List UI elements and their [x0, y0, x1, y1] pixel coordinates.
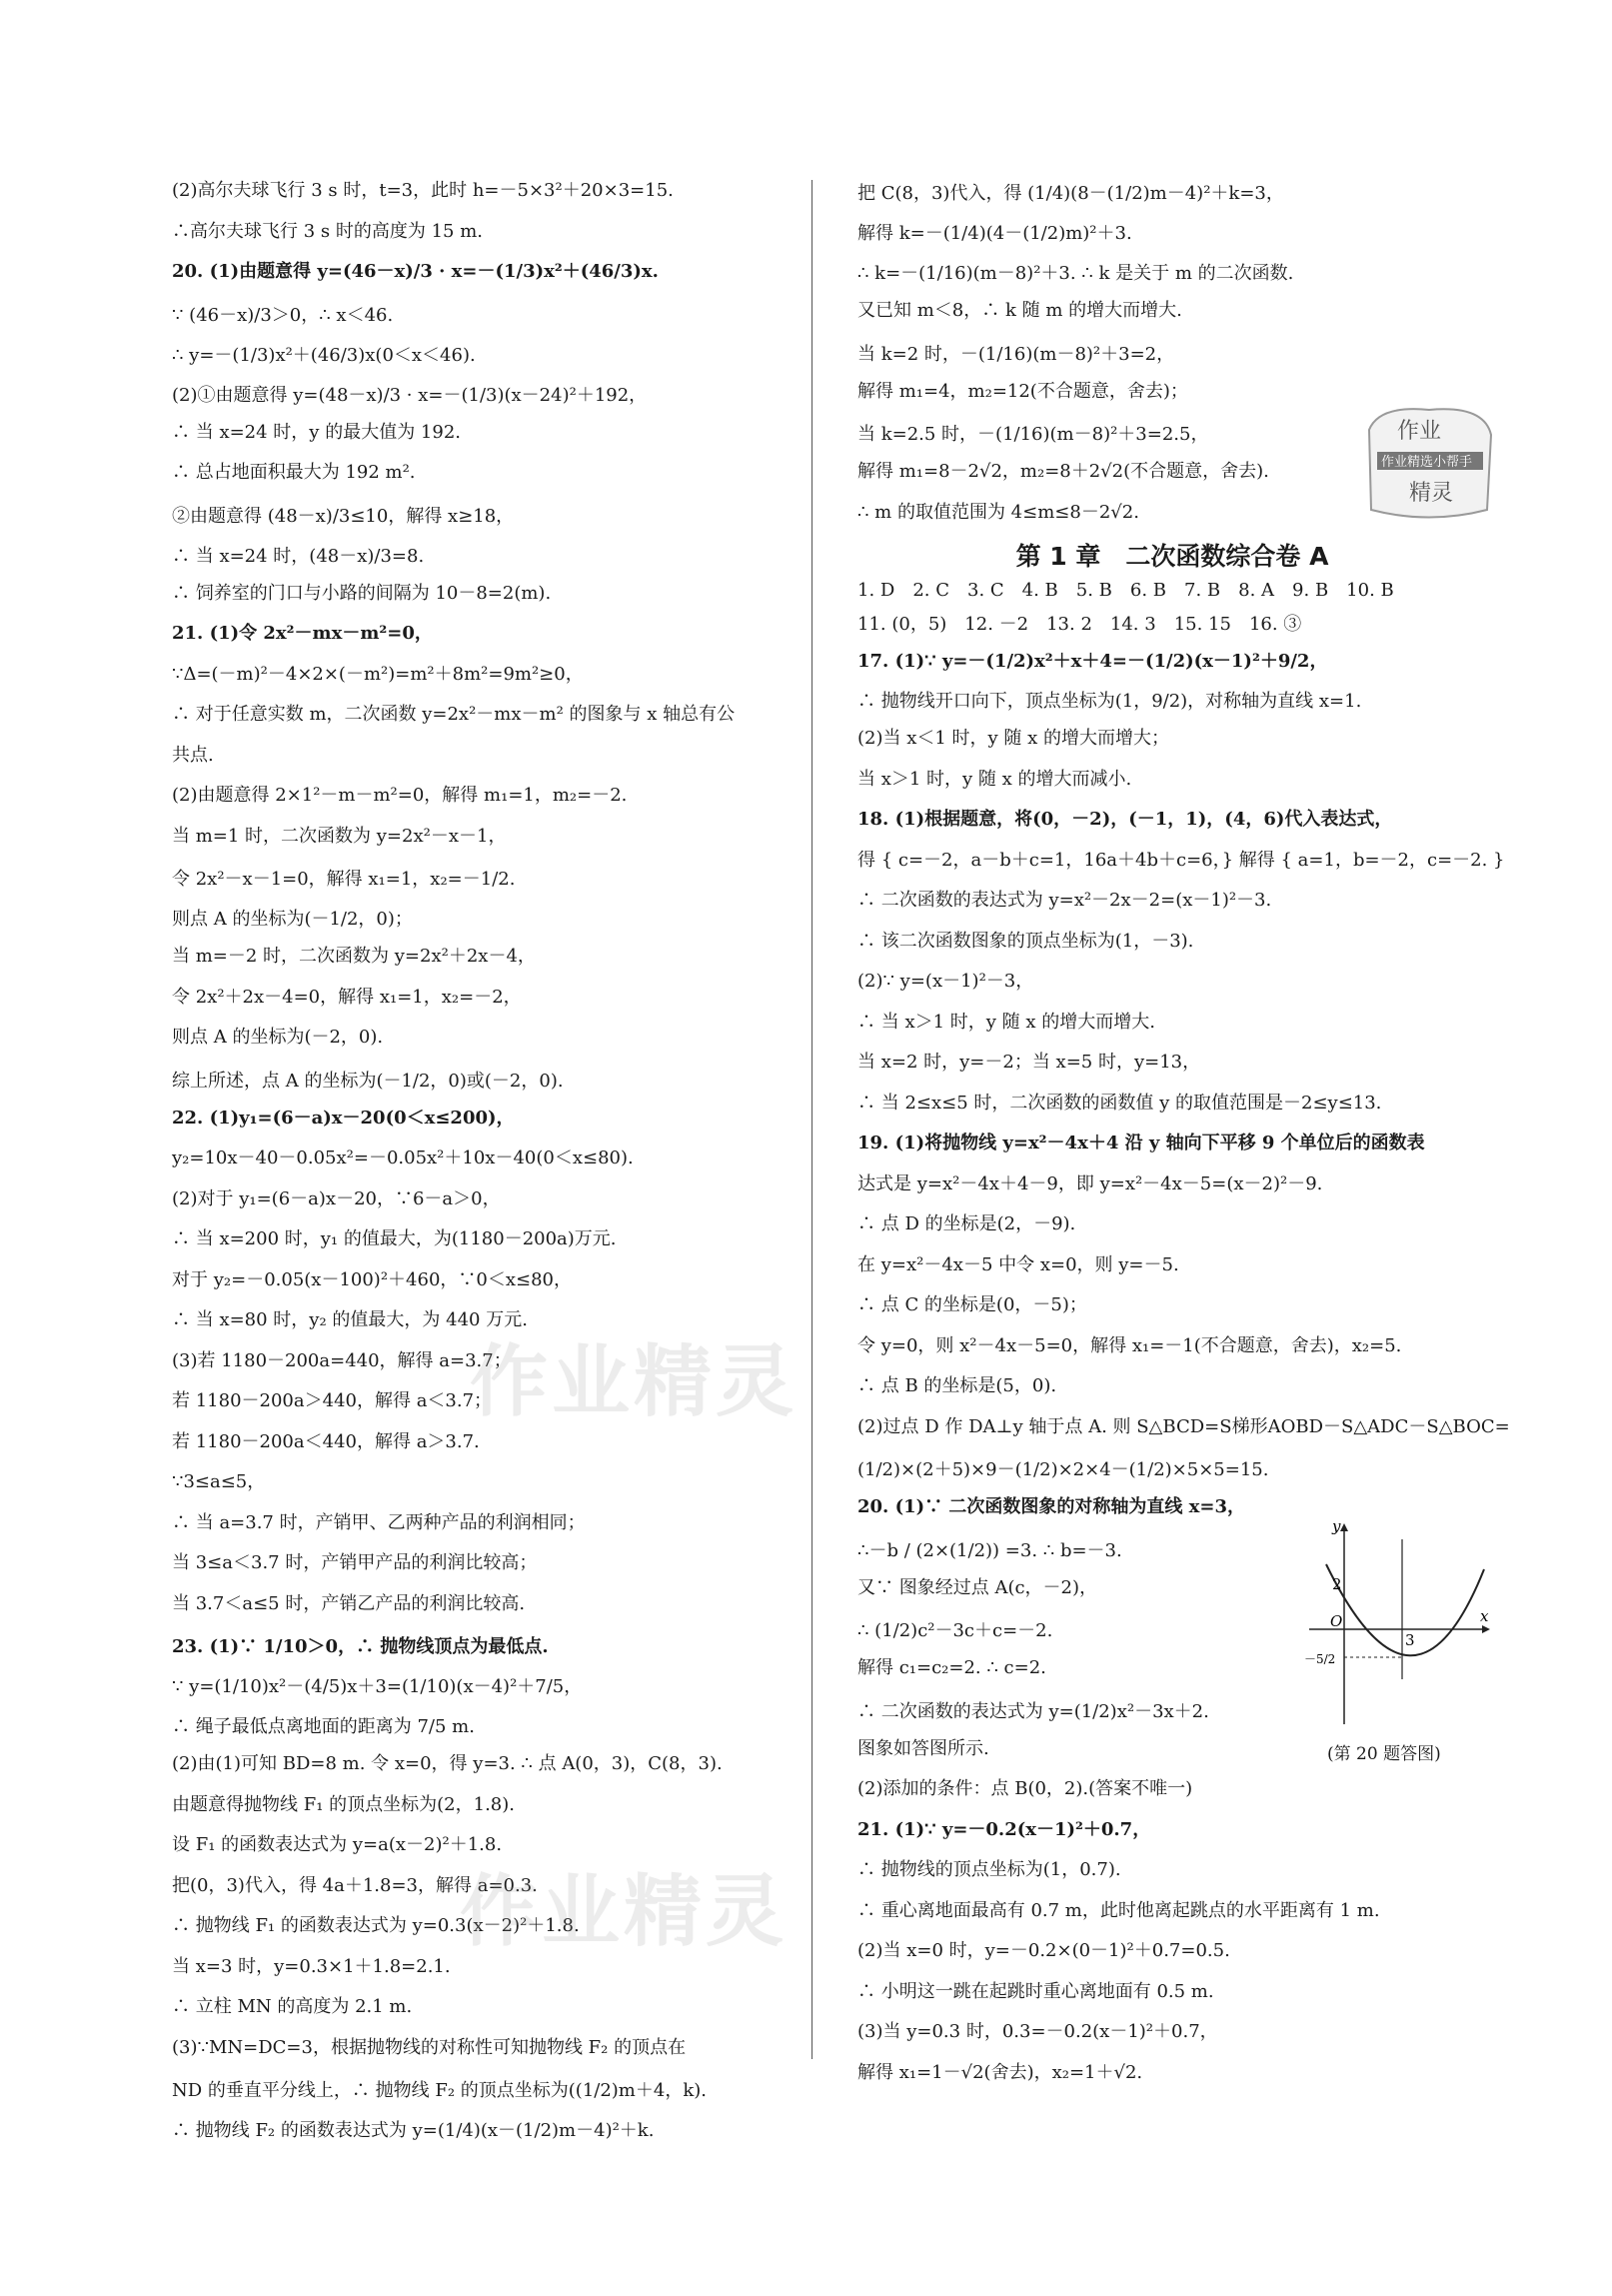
solution-line: 共点.	[172, 744, 214, 766]
solution-line: ∴ 饲养室的门口与小路的间隔为 10－8=2(m).	[172, 582, 552, 604]
solution-line: ∴ 小明这一跳在起跳时重心离地面有 0.5 m.	[857, 1980, 1214, 2002]
solution-line: ②由题意得 (48－x)/3≤10，解得 x≥18，	[172, 505, 515, 527]
solution-line: 令 2x²－x－1=0，解得 x₁=1，x₂=－1/2.	[172, 869, 516, 890]
solution-line: (3)当 y=0.3 时，0.3=－0.2(x－1)²＋0.7，	[857, 2021, 1218, 2042]
graph-tick-2: 2	[1332, 1575, 1342, 1593]
solution-line: ∴ 对于任意实数 m，二次函数 y=2x²－mx－m² 的图象与 x 轴总有公	[172, 704, 736, 725]
solution-line: 解得 c₁=c₂=2. ∴ c=2.	[857, 1657, 1046, 1678]
left-column	[172, 180, 802, 2157]
solution-line: 令 y=0，则 x²－4x－5=0，解得 x₁=－1(不合题意，舍去)，x₂=5.	[857, 1334, 1402, 1356]
solution-line: ∴ 抛物线 F₁ 的函数表达式为 y=0.3(x－2)²＋1.8.	[172, 1915, 580, 1936]
solution-line: 解得 x₁=1－√2(舍去)，x₂=1＋√2.	[857, 2061, 1143, 2083]
solution-line: ∵3≤a≤5，	[172, 1471, 266, 1492]
solution-line: ∴ 当 x=80 时，y₂ 的值最大，为 440 万元.	[172, 1309, 528, 1330]
solution-line: ∴ 点 C 的坐标是(0，－5)；	[857, 1294, 1087, 1315]
solution-line: 把(0，3)代入，得 4a＋1.8=3，解得 a=0.3.	[172, 1874, 538, 1896]
solution-line: ∵ y=(1/10)x²－(4/5)x＋3=(1/10)(x－4)²＋7/5，	[172, 1676, 583, 1697]
graph-origin-label: O	[1330, 1612, 1343, 1630]
solution-line: ∴ 当 x＞1 时，y 随 x 的增大而增大.	[857, 1011, 1155, 1033]
solution-line: ∴ 该二次函数图象的顶点坐标为(1，－3).	[857, 930, 1194, 952]
solution-line: 又∵ 图象经过点 A(c，－2)，	[857, 1576, 1098, 1598]
stamp-logo	[1359, 400, 1499, 525]
solution-line: 在 y=x²－4x－5 中令 x=0，则 y=－5.	[857, 1253, 1179, 1275]
solution-line: (3)∵MN=DC=3，根据抛物线的对称性可知抛物线 F₂ 的顶点在	[172, 2036, 687, 2058]
solution-line: 当 3.7＜a≤5 时，产销乙产品的利润比较高.	[172, 1592, 526, 1614]
graph-tick-neg: －5/2	[1304, 1652, 1336, 1666]
solution-line: ∴ 抛物线 F₂ 的函数表达式为 y=(1/4)(x－(1/2)m－4)²＋k.	[172, 2120, 655, 2141]
chapter-title: 第 1 章 二次函数综合卷 A	[1015, 542, 1329, 571]
solution-line: ∴ m 的取值范围为 4≤m≤8－2√2.	[857, 501, 1139, 523]
solution-line: ∴ 抛物线开口向下，顶点坐标为(1，9/2)，对称轴为直线 x=1.	[857, 691, 1362, 712]
solution-line: (1/2)×(2＋5)×9－(1/2)×2×4－(1/2)×5×5=15.	[857, 1459, 1269, 1480]
solution-line: 若 1180－200a＜440，解得 a＞3.7.	[172, 1430, 480, 1452]
solution-line: ∴ 二次函数的表达式为 y=(1/2)x²－3x＋2.	[857, 1700, 1209, 1722]
solution-line: (3)若 1180－200a=440，解得 a=3.7；	[172, 1349, 512, 1371]
graph-caption: (第 20 题答图)	[1327, 1744, 1441, 1764]
choice-answers-row: 1. D 2. C 3. C 4. B 5. B 6. B 7. B 8. A 9. B 10. B	[857, 580, 1394, 601]
solution-line: 解得 k=－(1/4)(4－(1/2)m)²＋3.	[857, 223, 1132, 244]
watermark: 作业精灵	[470, 1337, 799, 1427]
solution-line: (2)由(1)可知 BD=8 m. 令 x=0，得 y=3. ∴ 点 A(0，3)，C(8，3).	[172, 1753, 723, 1774]
solution-line: (2)对于 y₁=(6－a)x－20，∵6－a＞0，	[172, 1187, 501, 1209]
solution-line: (2)高尔夫球飞行 3 s 时，t=3，此时 h=－5×3²＋20×3=15.	[172, 180, 674, 201]
solution-line: (2)当 x＜1 时，y 随 x 的增大而增大；	[857, 728, 1170, 749]
solution-line: (2)由题意得 2×1²－m－m²=0，解得 m₁=1，m₂=－2.	[172, 785, 628, 806]
solution-line: 21. (1)令 2x²－mx－m²=0，	[172, 623, 433, 644]
stamp-bottom-text: 精灵	[1409, 481, 1454, 506]
parabola-graph	[1304, 1519, 1494, 1734]
solution-line: 当 3≤a＜3.7 时，产销甲产品的利润比较高；	[172, 1552, 538, 1573]
solution-line: ∴ 当 a=3.7 时，产销甲、乙两种产品的利润相同；	[172, 1511, 586, 1533]
solution-line: 解得 m₁=8－2√2，m₂=8＋2√2(不合题意，舍去).	[857, 461, 1269, 482]
solution-line: (2)∵ y=(x－1)²－3，	[857, 971, 1034, 992]
solution-line: 20. (1)由题意得 y=(46－x)/3 · x=－(1/3)x²＋(46/3)x.	[172, 261, 659, 282]
solution-line: 设 F₁ 的函数表达式为 y=a(x－2)²＋1.8.	[172, 1834, 503, 1855]
solution-line: ∴ 当 x=200 时，y₁ 的值最大，为(1180－200a)万元.	[172, 1228, 617, 1249]
solution-line: ∴－b / (2×(1/2)) =3. ∴ b=－3.	[857, 1539, 1122, 1561]
graph-y-label: y	[1332, 1519, 1341, 1535]
solution-line: (2)添加的条件：点 B(0，2).(答案不唯一)	[857, 1778, 1193, 1799]
q20-solution	[857, 1496, 1287, 1678]
solution-line: ∴ 当 x=24 时，(48－x)/3=8.	[172, 545, 425, 567]
solution-line: 图象如答图所示.	[857, 1737, 989, 1759]
solution-line: (2)过点 D 作 DA⊥y 轴于点 A. 则 S△BCD=S梯形AOBD－S△ADC－S△BOC=	[857, 1415, 1510, 1437]
fill-answers-row: 11. (0，5) 12. －2 13. 2 14. 3 15. 15 16. ③	[857, 614, 1302, 635]
solution-line: 综上所述，点 A 的坐标为(－1/2，0)或(－2，0).	[172, 1070, 564, 1092]
y-axis-arrow-icon	[1340, 1523, 1348, 1531]
solution-line: 由题意得抛物线 F₁ 的顶点坐标为(2，1.8).	[172, 1793, 515, 1815]
solution-line: 则点 A 的坐标为(－1/2，0)；	[172, 909, 413, 930]
solution-line: 若 1180－200a＞440，解得 a＜3.7；	[172, 1390, 493, 1411]
solution-line: ∵ (46－x)/3＞0，∴ x＜46.	[172, 304, 394, 326]
solution-line: 当 m=－2 时，二次函数为 y=2x²＋2x－4，	[172, 946, 536, 967]
solution-line: 20. (1)∵ 二次函数图象的对称轴为直线 x=3，	[857, 1496, 1246, 1517]
solution-line: y₂=10x－40－0.05x²=－0.05x²＋10x－40(0＜x≤80).	[172, 1148, 634, 1168]
solution-line: ∴ y=－(1/3)x²＋(46/3)x(0＜x＜46).	[172, 344, 476, 366]
solution-line: 22. (1)y₁=(6－a)x－20(0＜x≤200)，	[172, 1107, 515, 1129]
solution-line: 达式是 y=x²－4x＋4－9，即 y=x²－4x－5=(x－2)²－9.	[857, 1172, 1323, 1194]
solution-line: ∴ 点 D 的坐标是(2，－9).	[857, 1213, 1076, 1234]
solution-line: ∴ 当 x=24 时，y 的最大值为 192.	[172, 421, 461, 443]
solution-line: 得 { c=－2，a－b＋c=1，16a＋4b＋c=6，} 解得 { a=1，b=－2，c=－2. }	[857, 849, 1505, 871]
solution-line: 把 C(8，3)代入，得 (1/4)(8－(1/2)m－4)²＋k=3，	[857, 183, 1284, 204]
solution-line: 又已知 m＜8，∴ k 随 m 的增大而增大.	[857, 300, 1182, 321]
solution-line: 当 m=1 时，二次函数为 y=2x²－x－1，	[172, 825, 507, 847]
solution-line: 17. (1)∵ y=－(1/2)x²＋x＋4=－(1/2)(x－1)²＋9/2，	[857, 651, 1328, 672]
solution-line: ∴高尔夫球飞行 3 s 时的高度为 15 m.	[172, 220, 483, 242]
solution-line: (2)①由题意得 y=(48－x)/3 · x=－(1/3)(x－24)²＋192，	[172, 384, 648, 406]
solution-line: ∴ 立柱 MN 的高度为 2.1 m.	[172, 1996, 413, 2017]
solution-line: ∴ k=－(1/16)(m－8)²＋3. ∴ k 是关于 m 的二次函数.	[857, 263, 1294, 284]
solution-line: ∴ 总占地面积最大为 192 m².	[172, 462, 416, 483]
q17-q19-solutions	[857, 648, 1510, 1484]
solution-line: 19. (1)将抛物线 y=x²－4x＋4 沿 y 轴向下平移 9 个单位后的函数表	[857, 1133, 1425, 1153]
solution-line: ND 的垂直平分线上，∴ 抛物线 F₂ 的顶点坐标为((1/2)m＋4，k).	[172, 2080, 707, 2101]
solution-line: 当 k=2 时，－(1/16)(m－8)²＋3=2，	[857, 343, 1175, 365]
solution-line: (2)当 x=0 时，y=－0.2×(0－1)²＋0.7=0.5.	[857, 1940, 1230, 1961]
solution-line: 对于 y₂=－0.05(x－100)²＋460，∵0＜x≤80，	[172, 1268, 572, 1290]
solution-line: 令 2x²＋2x－4=0，解得 x₁=1，x₂=－2，	[172, 986, 522, 1008]
solution-line: ∴ 重心离地面最高有 0.7 m，此时他离起跳点的水平距离有 1 m.	[857, 1899, 1380, 1921]
solution-line: ∵Δ=(－m)²－4×2×(－m²)=m²＋8m²=9m²≥0，	[172, 663, 584, 685]
solution-line: 当 x=3 时，y=0.3×1＋1.8=2.1.	[172, 1955, 451, 1977]
solution-line: ∴ (1/2)c²－3c＋c=－2.	[857, 1620, 1053, 1641]
solution-line: ∴ 抛物线的顶点坐标为(1，0.7).	[857, 1859, 1121, 1880]
solution-line: 23. (1)∵ 1/10＞0，∴ 抛物线顶点为最低点.	[172, 1636, 549, 1657]
solution-line: 21. (1)∵ y=－0.2(x－1)²＋0.7，	[857, 1818, 1151, 1840]
solution-line: 当 k=2.5 时，－(1/16)(m－8)²＋3=2.5，	[857, 424, 1209, 445]
column-divider	[811, 180, 812, 2059]
solution-line: 则点 A 的坐标为(－2，0).	[172, 1027, 384, 1048]
graph-tick-3: 3	[1405, 1631, 1415, 1649]
stamp-top-text: 作业	[1397, 419, 1442, 444]
solution-line: 解得 m₁=4，m₂=12(不合题意，舍去)；	[857, 380, 1188, 402]
solution-line: 当 x=2 时，y=－2；当 x=5 时，y=13，	[857, 1052, 1201, 1073]
solution-line: ∴ 当 2≤x≤5 时，二次函数的函数值 y 的取值范围是－2≤y≤13.	[857, 1092, 1382, 1114]
solution-line: ∴ 绳子最低点离地面的距离为 7/5 m.	[172, 1716, 475, 1737]
solution-line: ∴ 点 B 的坐标是(5，0).	[857, 1375, 1057, 1396]
solution-line: 当 x＞1 时，y 随 x 的增大而减小.	[857, 768, 1132, 790]
graph-x-label: x	[1480, 1607, 1489, 1625]
stamp-middle-text: 作业精选小帮手	[1381, 455, 1473, 470]
x-axis-arrow-icon	[1482, 1625, 1490, 1633]
solution-line: ∴ 二次函数的表达式为 y=x²－2x－2=(x－1)²－3.	[857, 890, 1272, 911]
watermark: 作业精灵	[460, 1867, 789, 1957]
solution-line: 18. (1)根据题意，将(0，－2)，(－1，1)，(4，6)代入表达式，	[857, 809, 1393, 830]
